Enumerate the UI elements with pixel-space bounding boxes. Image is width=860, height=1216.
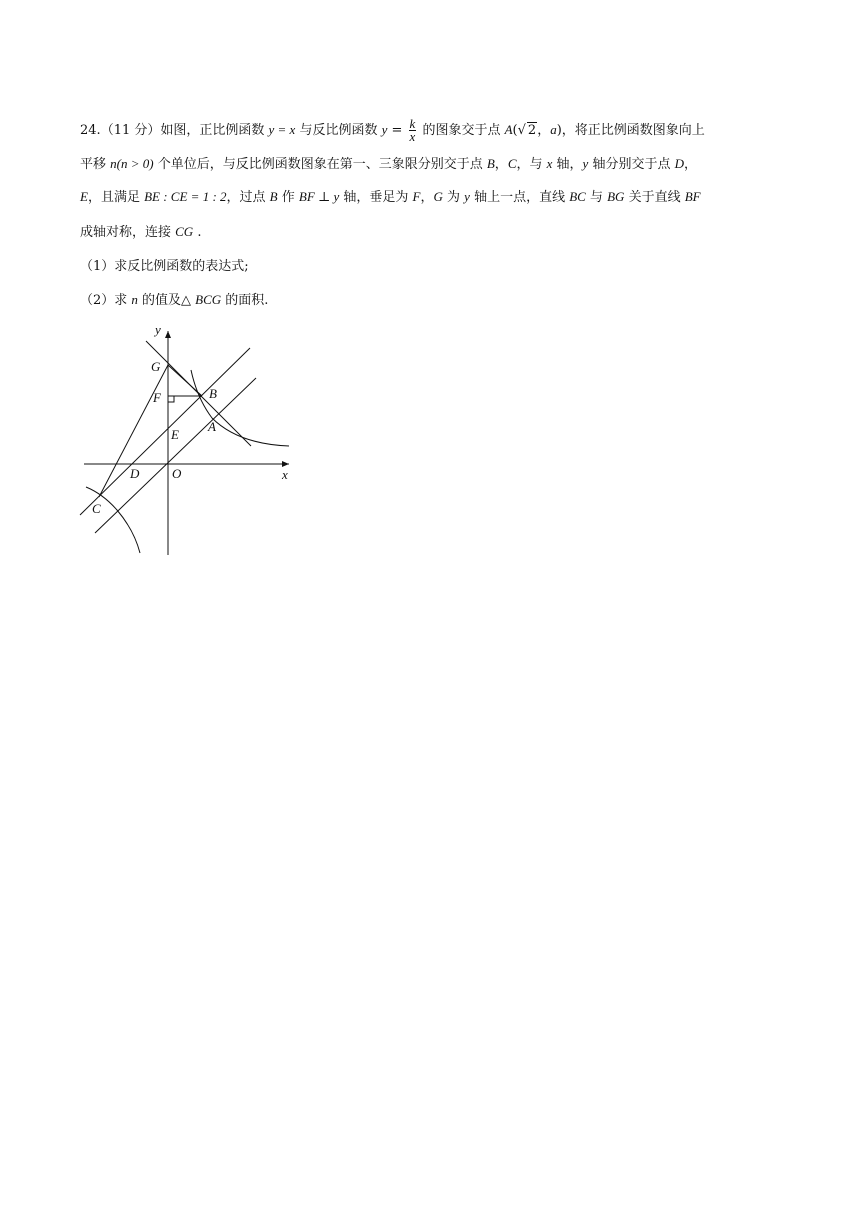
- problem-score: （11 分）: [100, 123, 161, 138]
- var-y: y: [582, 156, 589, 171]
- point-D: D: [674, 156, 684, 171]
- text: 的图象交于点: [418, 123, 505, 138]
- text: ，且满足: [87, 190, 145, 205]
- line-BC: [80, 348, 250, 515]
- label-E: E: [171, 427, 179, 442]
- point-C: C: [507, 156, 517, 171]
- label-C: C: [92, 501, 101, 516]
- text: 轴，: [552, 157, 583, 172]
- line-BC: BC: [569, 189, 586, 204]
- text: ，将正比例函数图象向上: [561, 123, 705, 138]
- perpendicular-expression: BF ⊥ y: [298, 189, 340, 204]
- question-2: [80, 292, 785, 309]
- segment-CG: CG: [175, 224, 194, 239]
- var-a: a: [550, 122, 557, 137]
- var-y: y: [464, 189, 470, 204]
- right-angle-mark: [168, 396, 174, 402]
- problem-line-2: [80, 156, 785, 173]
- geometry-figure: [70, 318, 300, 563]
- text: 的面积.: [221, 293, 269, 308]
- text: 成轴对称，连接: [80, 225, 176, 240]
- label-x: x: [282, 467, 288, 482]
- function-yx: y = x: [268, 122, 296, 137]
- text: 轴，垂足为: [339, 190, 413, 205]
- point-E: E: [80, 189, 88, 204]
- text: ，: [420, 190, 434, 205]
- text: 与: [585, 190, 608, 205]
- text: ，过点: [226, 190, 270, 205]
- text: =: [387, 123, 407, 138]
- problem-line-3: [80, 189, 785, 206]
- label-O: O: [172, 466, 182, 481]
- line-BF: BF: [684, 189, 701, 204]
- problem-number: 24.: [80, 123, 101, 138]
- text: 轴分别交于点: [588, 157, 675, 172]
- text: 个单位后，与反比例函数图象在第一、三象限分别交于点: [153, 157, 487, 172]
- triangle-BCG: BCG: [195, 292, 222, 307]
- problem-line-4: [80, 224, 785, 241]
- fraction-k-over-x: [409, 118, 417, 143]
- label-G: G: [151, 359, 161, 374]
- point-B: B: [486, 156, 495, 171]
- label-D: D: [130, 466, 140, 481]
- point-B: B: [269, 189, 278, 204]
- point-F: F: [412, 189, 421, 204]
- var-n: n: [131, 292, 138, 307]
- line-decreasing: [146, 341, 251, 446]
- var-x: x: [546, 156, 553, 171]
- text: ，与: [516, 157, 547, 172]
- text: （2）求: [80, 293, 132, 308]
- text: 轴上一点，直线: [469, 190, 570, 205]
- text: ，: [683, 157, 697, 172]
- problem-line-1: 24.（11 分）如图，正比例函数 y = x 与反比例函数 y = $\frac{k}{x}$ 的图象交于点 A(√ 2，a)，将正比例函数图象向上: [80, 116, 705, 144]
- text: .: [193, 225, 202, 240]
- label-B: B: [209, 386, 217, 401]
- text: 关于直线: [624, 190, 685, 205]
- line-BG: BG: [607, 189, 625, 204]
- question-1: （1）求反比例函数的表达式;: [80, 259, 249, 274]
- text: 为: [442, 190, 465, 205]
- sqrt-2: 2: [527, 123, 537, 138]
- text: 的值及△: [137, 293, 196, 308]
- segment-BG: [168, 365, 202, 396]
- line-y-equals-x: [95, 378, 256, 533]
- point-A: A: [504, 122, 513, 137]
- text: ，: [537, 123, 551, 138]
- text: 平移: [80, 157, 111, 172]
- text: (: [512, 123, 518, 138]
- var-y: y: [381, 122, 388, 137]
- point-G: G: [433, 189, 443, 204]
- text: 与反比例函数: [295, 123, 382, 138]
- text: ): [556, 123, 562, 138]
- label-y: y: [155, 322, 161, 337]
- ratio-expression: BE : CE = 1 : 2: [144, 189, 227, 204]
- frac-numerator: k: [409, 116, 416, 131]
- text: 作: [277, 190, 299, 205]
- n-condition: n(n > 0): [110, 156, 154, 171]
- text: 如图，正比例函数: [160, 123, 269, 138]
- label-A: A: [208, 419, 216, 434]
- label-F: F: [153, 390, 161, 405]
- text: ，: [494, 157, 508, 172]
- frac-denominator: x: [409, 129, 416, 144]
